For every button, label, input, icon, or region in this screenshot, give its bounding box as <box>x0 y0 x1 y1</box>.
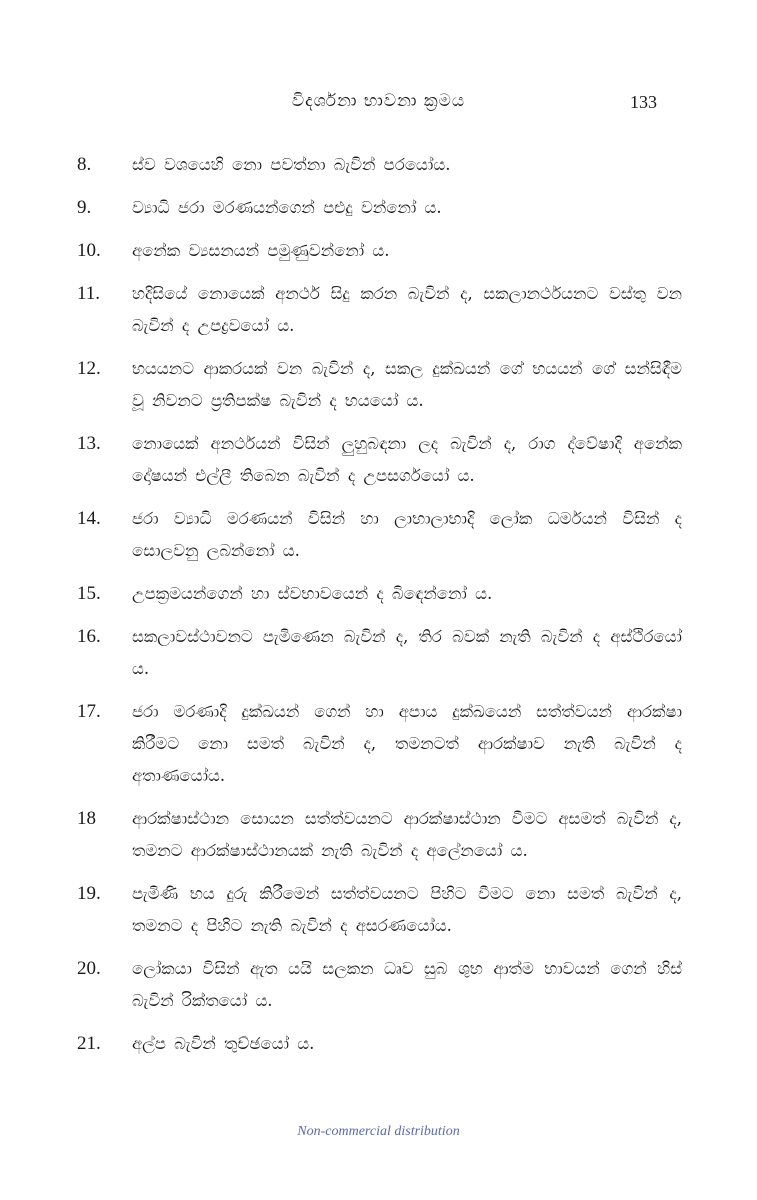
list-item <box>77 621 682 685</box>
list-item-text: සකලාවස්ථාවනට පැමිණෙන බැවින් ද, තිර බවක් නැති බැවින් ද අස්ථිරයෝ ය. <box>132 627 682 678</box>
page-number: 133 <box>630 92 657 112</box>
list-item <box>77 878 682 942</box>
list-item-number: 14. <box>77 508 101 529</box>
list-item-number: 19. <box>77 883 101 904</box>
list-item <box>77 353 682 417</box>
list-item-number: 16. <box>77 626 101 647</box>
list-item-number: 17. <box>77 701 101 722</box>
distribution-footer: Non-commercial distribution <box>297 1124 460 1139</box>
list-item-text: අනේක ව්‍යසනයන් පමුණුවන්නෝ ය. <box>132 241 390 260</box>
list-item-number: 13. <box>77 433 101 454</box>
list-item <box>77 235 682 267</box>
list-item <box>77 803 682 867</box>
list-item-number: 20. <box>77 958 101 979</box>
list-item-number: 15. <box>77 583 101 604</box>
list-item-text: උපක්‍රමයන්ගෙන් හා ස්වභාවයෙන් ද බිඳෙන්නෝ ය. <box>132 584 493 603</box>
list-item-text: ලෝකයා විසින් ඇත යයි සලකන ධ්‍රුව සුබ ශුභ ආත්ම භාවයන් ගෙන් හිස් බැවින් රික්තයෝ ය. <box>132 959 682 1010</box>
list-item <box>77 578 682 610</box>
list-item-number: 9. <box>77 197 92 218</box>
list-item <box>77 1028 682 1060</box>
list-item-text: ජරා ව්‍යාධි මරණයන් විසින් හා ලාභාලාභාදි ලෝක ධර්මයන් විසින් ද සොලවනු ලබන්නෝ ය. <box>132 509 682 560</box>
list-item-text: ස්ව වශයෙහි නො පවත්නා බැවින් පරයෝය. <box>132 155 451 174</box>
list-item-text: හදිසියේ නොයෙක් අනර්ථ සිදු කරන බැවින් ද, සකලානර්ථයනට වස්තු වන බැවින් ද උපද්‍රවයෝ ය. <box>132 284 682 335</box>
list-item-text: පැමිණි භය දුරු කිරීමෙන් සත්ත්වයනට පිහිට වීමට නො සමත් බැවින් ද, තමනට ද පිහිට නැති බැවින් ද අසරණයෝය. <box>132 884 682 935</box>
list-item <box>77 503 682 567</box>
list-item <box>77 278 682 342</box>
list-item-text: ව්‍යාධි ජරා මරණයන්ගෙන් පළුදු වන්නෝ ය. <box>132 198 442 217</box>
list-item <box>77 428 682 492</box>
list-item <box>77 192 682 224</box>
list-item-number: 18 <box>77 808 96 829</box>
list-item-number: 8. <box>77 154 92 175</box>
list-item <box>77 149 682 181</box>
list-item-text: භයයනට ආකරයක් වන බැවින් ද, සකල දුක්ඛයන් ගේ භයයන් ගේ සන්සිඳීම වූ නිවනට ප්‍රතිපක්ෂ බැවින් ද භයයෝ ය. <box>132 359 682 410</box>
list-item <box>77 696 682 792</box>
list-item-number: 10. <box>77 240 101 261</box>
list-item-text: ජරා මරණාදි දුක්ඛයන් ගෙන් හා අපාය දුක්ඛයෙන් සත්ත්වයන් ආරක්ෂා කිරීමට නො සමත් බැවින් ද, තමනටත් ආරක්ෂාව නැති බැවින් ද අතාණයෝය. <box>132 702 682 785</box>
list-item-text: නොයෙක් අනර්ථයන් විසින් ලුහුබඳනා ලද බැවින් ද, රාග ද්වේෂාදි අනේක දෝෂයන් එල්ලී තිබෙන බැවින් ද උපසර්ගයෝ ය. <box>132 434 682 485</box>
list-item <box>77 953 682 1017</box>
list-item-text: ආරක්ෂාස්ථාන සොයන සත්ත්වයනට ආරක්ෂාස්ථාන වීමට අසමත් බැවින් ද, තමනට ආරක්ෂාස්ථානයක් නැති බැවින් ද අලේනයෝ ය. <box>132 809 682 860</box>
list-item-number: 21. <box>77 1033 101 1054</box>
list-item-number: 12. <box>77 358 101 379</box>
list-item-number: 11. <box>77 283 101 304</box>
list-item-text: අල්ප බැවින් තුච්ඡයෝ ය. <box>132 1034 315 1053</box>
numbered-list <box>77 149 682 1071</box>
running-header-title: විදර්ශනා භාවනා ක්‍රමය <box>291 91 466 111</box>
